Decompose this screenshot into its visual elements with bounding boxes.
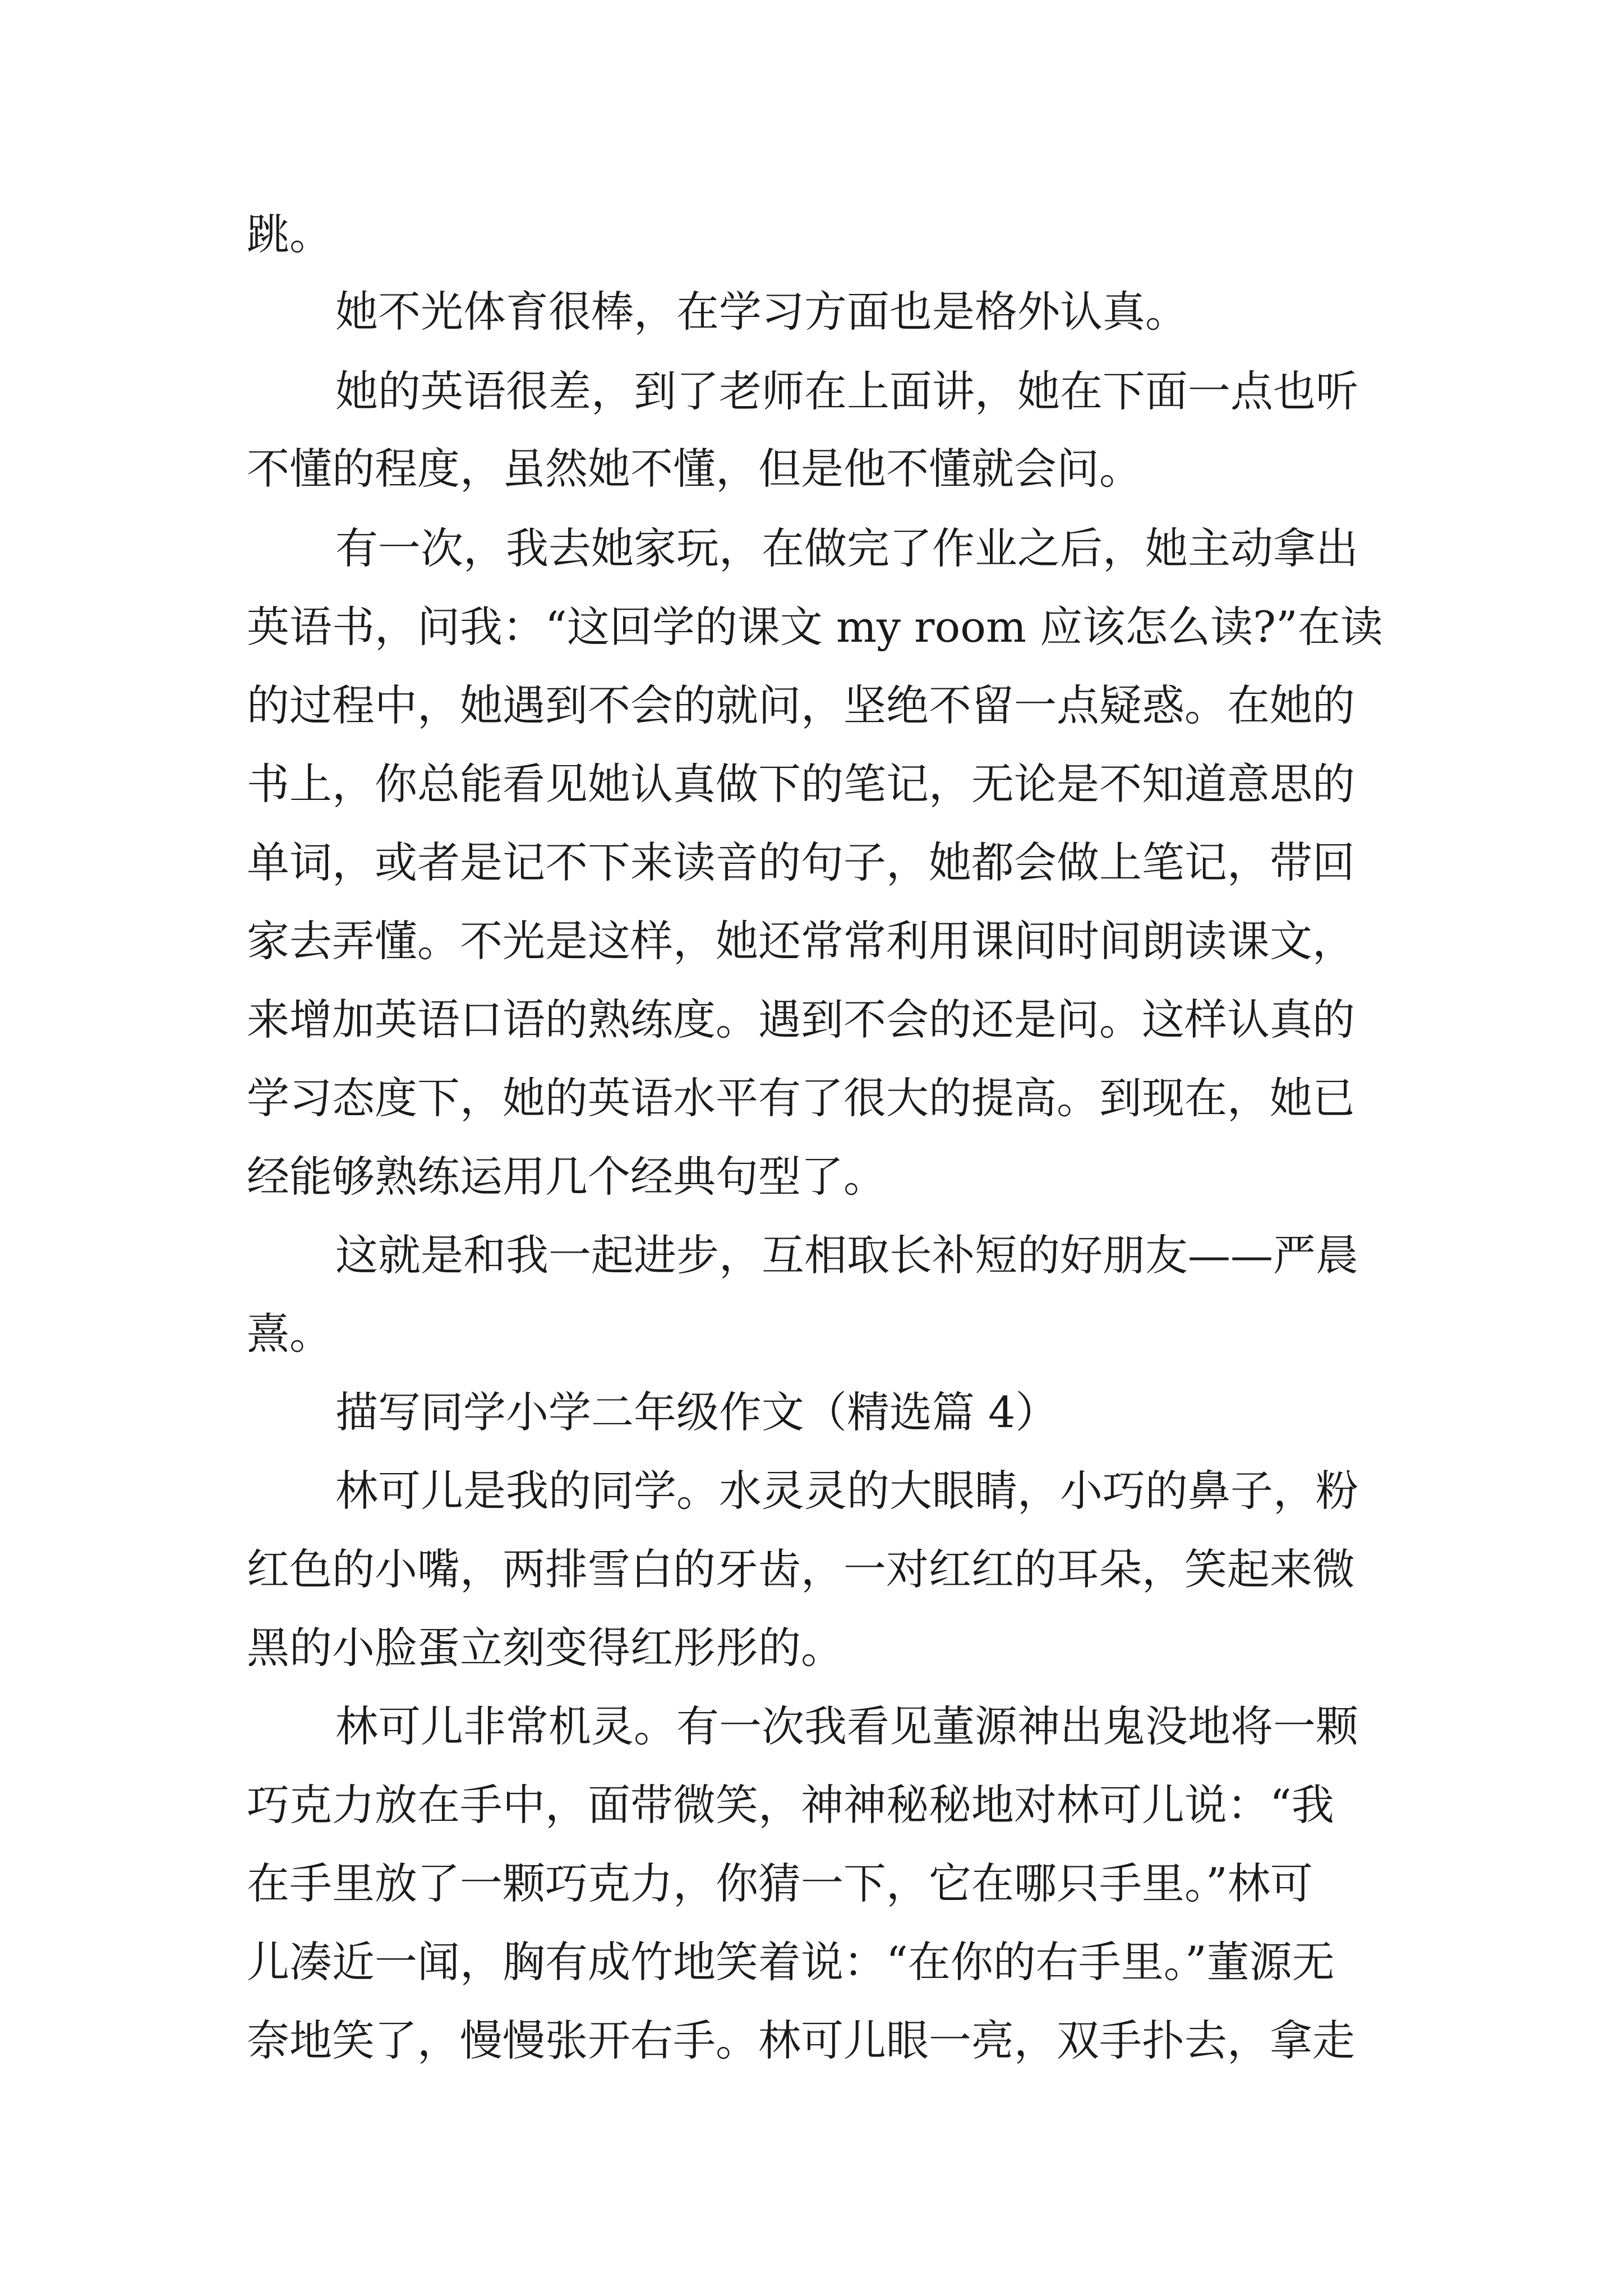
paragraph-start: 她不光体育很棒，在学习方面也是格外认真。 [335, 287, 1188, 337]
text-line: 单词，或者是记不下来读音的句子，她都会做上笔记，带回 [247, 838, 1355, 887]
text-line: 奈地笑了，慢慢张开右手。林可儿眼一亮，双手扑去，拿走 [247, 2016, 1355, 2065]
text-line: 熹。 [247, 1309, 332, 1359]
text-line: 来增加英语口语的熟练度。遇到不会的还是问。这样认真的 [247, 995, 1355, 1045]
text-line: 英语书，问我：“这回学的课文 my room 应该怎么读?”在读 [247, 602, 1383, 652]
paragraph-start: 这就是和我一起进步，互相取长补短的好朋友——严晨 [335, 1230, 1358, 1280]
text-line: 学习态度下，她的英语水平有了很大的提高。到现在，她已 [247, 1073, 1355, 1123]
text-line: 家去弄懂。不光是这样，她还常常利用课间时间朗读课文， [247, 916, 1355, 966]
text-line: 不懂的程度，虽然她不懂，但是他不懂就会问。 [247, 444, 1142, 494]
text-line: 经能够熟练运用几个经典句型了。 [247, 1152, 886, 1202]
text-line: 巧克力放在手中，面带微笑，神神秘秘地对林可儿说：“我 [247, 1780, 1334, 1830]
text-line: 红色的小嘴，两排雪白的牙齿，一对红红的耳朵，笑起来微 [247, 1544, 1355, 1594]
text-line: 跳。 [247, 209, 332, 259]
section-heading: 描写同学小学二年级作文（精选篇 4） [335, 1387, 1058, 1437]
text-line: 在手里放了一颗巧克力，你猜一下，它在哪只手里。”林可 [247, 1858, 1313, 1908]
paragraph-start: 林可儿非常机灵。有一次我看见董源神出鬼没地将一颗 [335, 1701, 1358, 1751]
paragraph-start: 林可儿是我的同学。水灵灵的大眼睛，小巧的鼻子，粉 [335, 1466, 1358, 1516]
text-line: 黑的小脸蛋立刻变得红彤彤的。 [247, 1623, 843, 1673]
paragraph-start: 有一次，我去她家玩，在做完了作业之后，她主动拿出 [335, 523, 1358, 573]
text-line: 儿凑近一闻，胸有成竹地笑着说：“在你的右手里。”董源无 [247, 1937, 1335, 1987]
text-line: 书上，你总能看见她认真做下的笔记，无论是不知道意思的 [247, 759, 1355, 809]
text-line: 的过程中，她遇到不会的就问，坚绝不留一点疑惑。在她的 [247, 680, 1355, 730]
paragraph-start: 她的英语很差，到了老师在上面讲，她在下面一点也听 [335, 366, 1358, 416]
